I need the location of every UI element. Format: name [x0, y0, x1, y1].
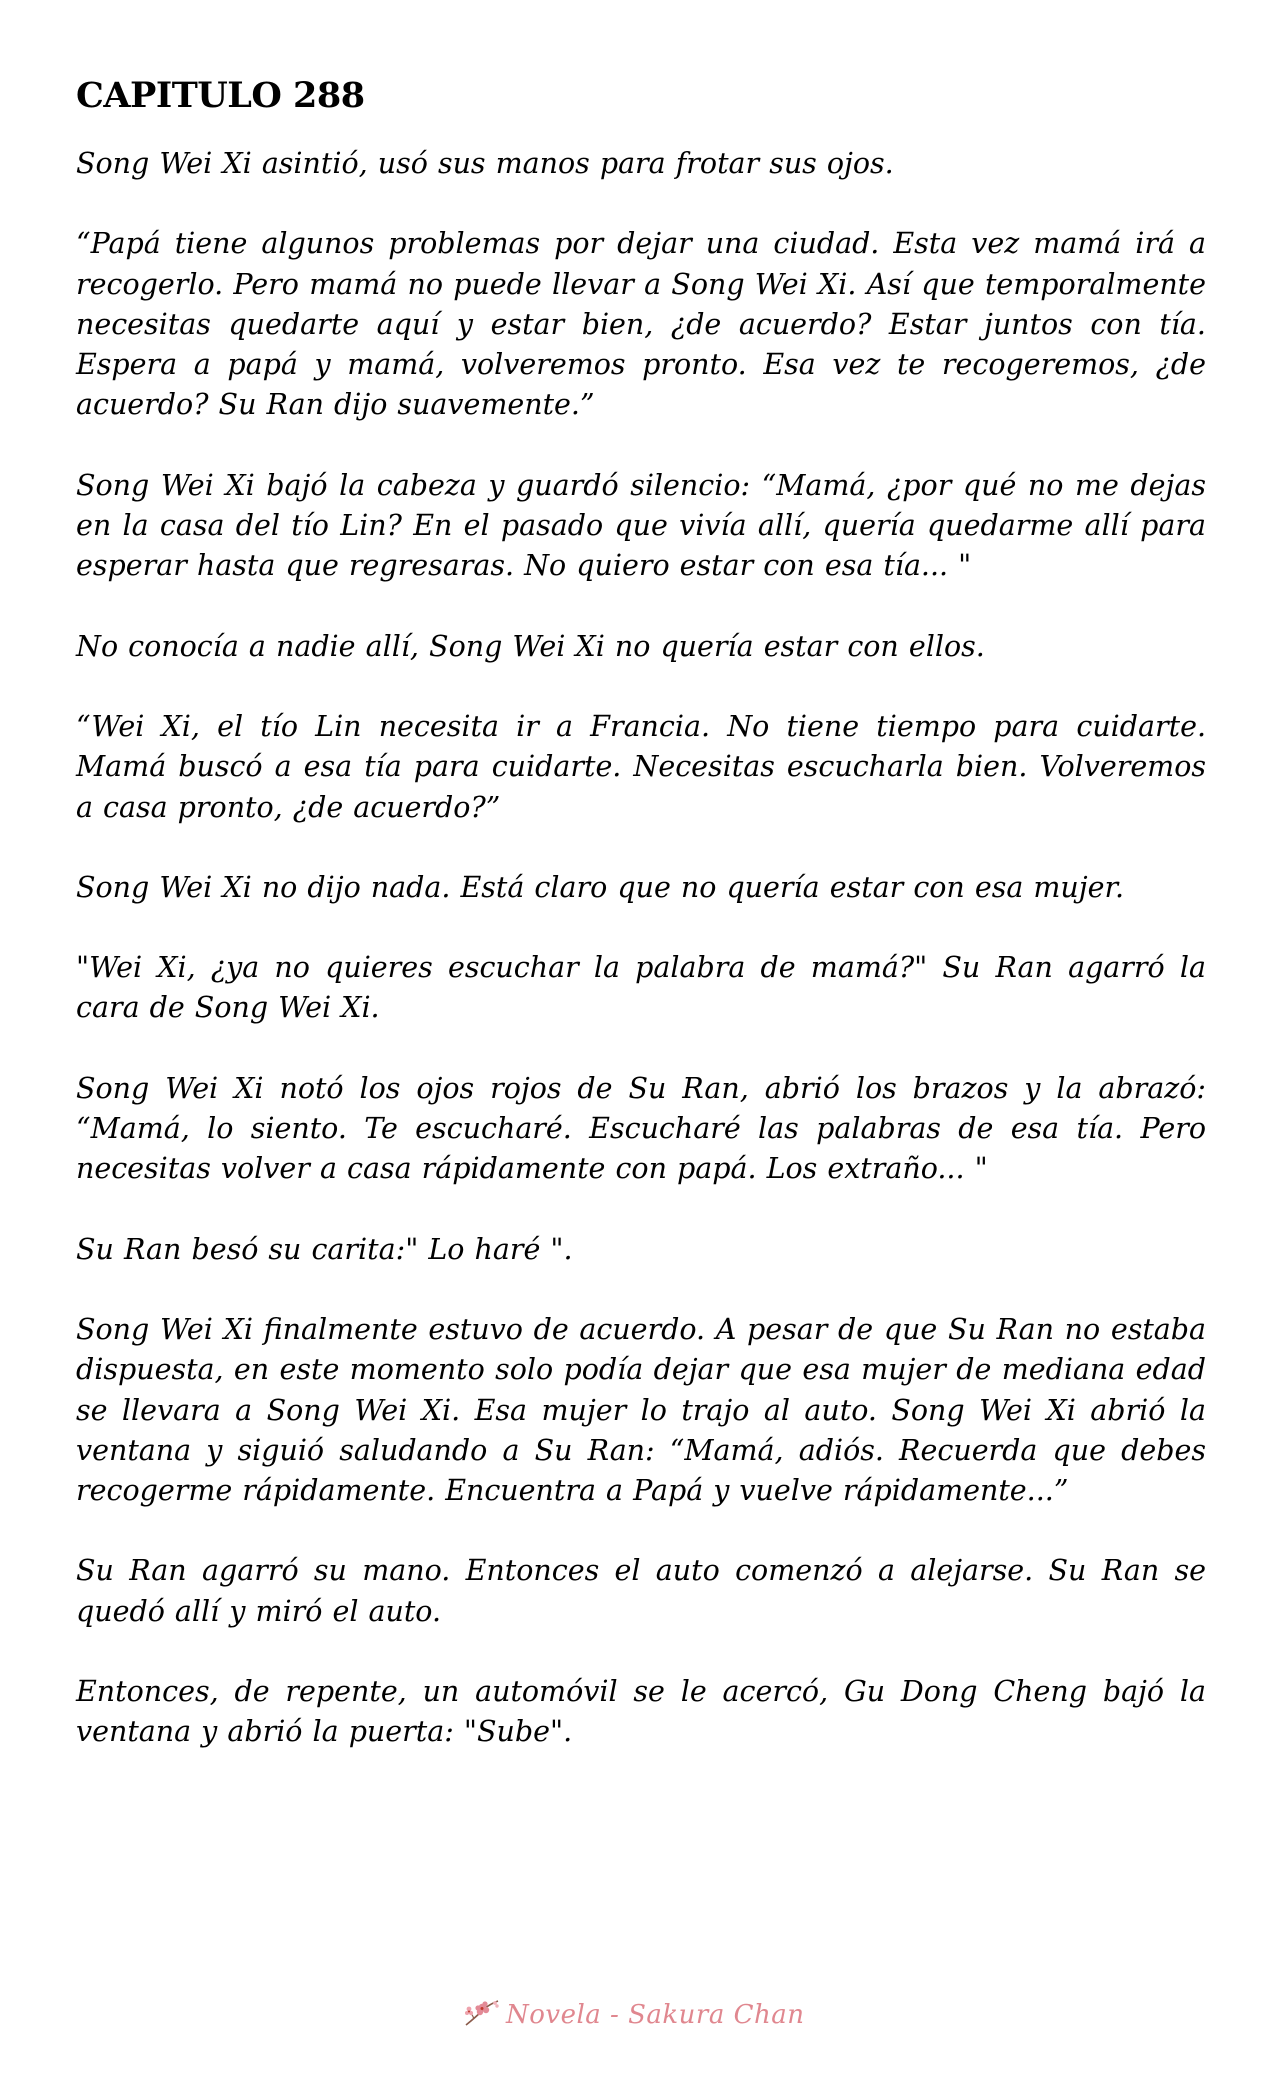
paragraph: Song Wei Xi finalmente estuvo de acuerdo. A pesar de que Su Ran no estaba dispuesta, en este momento solo podía dejar que esa mujer de mediana edad se llevara a Song Wei Xi. Esa mujer lo trajo al auto. Song Wei Xi abrió la ventana y siguió saludando a Su Ran: “Mamá, adiós. Recuerda que debes recogerme rápidamente. Encuentra a Papá y vuelve rápidamente...”: [76, 1312, 1206, 1508]
footer-text: Novela - Sakura Chan: [506, 2000, 805, 2030]
paragraph: Song Wei Xi asintió, usó sus manos para frotar sus ojos.: [76, 147, 894, 180]
paragraph: Entonces, de repente, un automóvil se le acercó, Gu Dong Cheng bajó la ventana y abrió la puerta: "Sube".: [76, 1675, 1206, 1749]
paragraph: Song Wei Xi no dijo nada. Está claro que no quería estar con esa mujer.: [76, 870, 1125, 904]
paragraph: “Wei Xi, el tío Lin necesita ir a Francia. No tiene tiempo para cuidarte. Mamá buscó a esa tía para cuidarte. Necesitas escucharla bien. Volveremos a casa pronto, ¿de acuerdo?”: [76, 709, 1206, 824]
sakura-blossom-icon: [462, 1995, 502, 2035]
paragraph: No conocía a nadie allí, Song Wei Xi no quería estar con ellos.: [76, 629, 985, 663]
chapter-title: CAPITULO 288: [76, 75, 365, 116]
paragraph: Song Wei Xi notó los ojos rojos de Su Ran, abrió los brazos y la abrazó: “Mamá, lo siento. Te escucharé. Escucharé las palabras de esa tía. Pero necesitas volver a casa rápidamente con papá. Los extraño... ": [76, 1071, 1206, 1186]
paragraph: “Papá tiene algunos problemas por dejar una ciudad. Esta vez mamá irá a recogerlo. Pero mamá no puede llevar a Song Wei Xi. Así que temporalmente necesitas quedarte aquí y estar bien, ¿de acuerdo? Estar juntos con tía. Espera a papá y mamá, volveremos pronto. Esa vez te recogeremos, ¿de acuerdo? Su Ran dijo suavemente.”: [76, 227, 1206, 422]
document-page: [76, 74, 1206, 1793]
paragraph: Su Ran agarró su mano. Entonces el auto comenzó a alejarse. Su Ran se quedó allí y miró el auto.: [76, 1554, 1206, 1628]
paragraph: "Wei Xi, ¿ya no quieres escuchar la palabra de mamá?" Su Ran agarró la cara de Song Wei Xi.: [76, 951, 1206, 1025]
paragraph: Su Ran besó su carita:" Lo haré ".: [76, 1232, 573, 1266]
footer-watermark: [462, 1990, 805, 2040]
paragraph: Song Wei Xi bajó la cabeza y guardó silencio: “Mamá, ¿por qué no me dejas en la casa del tío Lin? En el pasado que vivía allí, quería quedarme allí para esperar hasta que regresaras. No quiero estar con esa tía... ": [76, 468, 1206, 583]
